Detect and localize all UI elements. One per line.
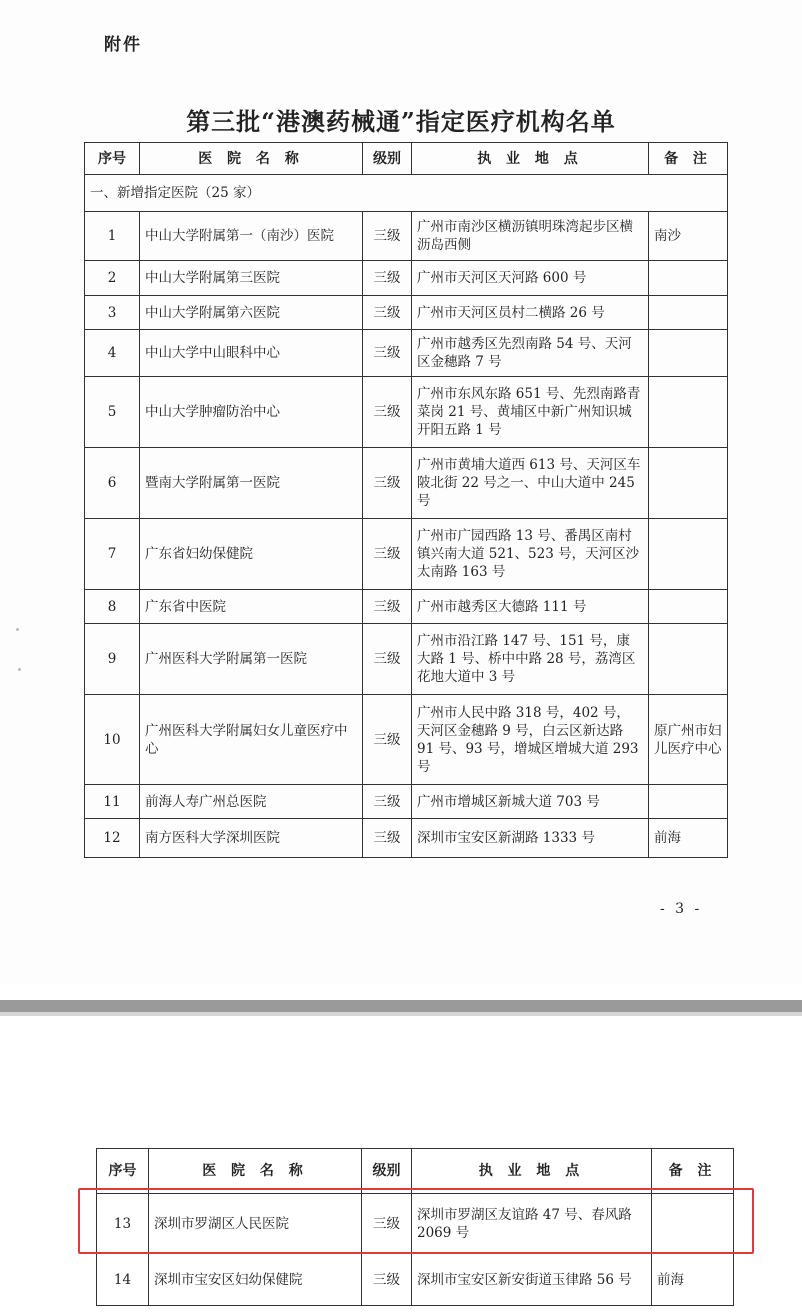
hospital-table-page-3 — [84, 142, 728, 858]
row-number: 4 — [85, 330, 140, 377]
hospital-grade: 三级 — [363, 330, 412, 377]
hospital-grade: 三级 — [363, 377, 412, 448]
hospital-name: 中山大学附属第三医院 — [140, 261, 363, 296]
table-row — [85, 377, 728, 448]
hospital-name: 南方医科大学深圳医院 — [140, 819, 363, 858]
hospital-address: 广州市黄埔大道西 613 号、天河区车陂北街 22 号之一、中山大道中 245 号 — [412, 448, 649, 519]
scan-speck — [16, 628, 19, 631]
table-row — [85, 819, 728, 858]
table-row — [85, 590, 728, 624]
hospital-name: 中山大学中山眼科中心 — [140, 330, 363, 377]
hospital-remark — [649, 519, 728, 590]
row-number: 9 — [85, 624, 140, 695]
hospital-address: 深圳市宝安区新安街道玉律路 56 号 — [412, 1254, 652, 1306]
header-index: 序号 — [85, 143, 140, 175]
scan-speck — [18, 668, 21, 671]
hospital-address: 广州市人民中路 318 号，402 号，天河区金穗路 9 号，白云区新达路 91 号、93 号，增城区增城大道 293 号 — [412, 695, 649, 785]
table-row — [85, 296, 728, 330]
hospital-grade: 三级 — [363, 212, 412, 261]
hospital-name: 深圳市罗湖区人民医院 — [149, 1194, 362, 1254]
hospital-address: 广州市天河区天河路 600 号 — [412, 261, 649, 296]
row-number: 2 — [85, 261, 140, 296]
row-number: 7 — [85, 519, 140, 590]
hospital-grade: 三级 — [363, 590, 412, 624]
hospital-name: 广东省中医院 — [140, 590, 363, 624]
hospital-name: 广州医科大学附属妇女儿童医疗中心 — [140, 695, 363, 785]
hospital-grade: 三级 — [363, 624, 412, 695]
header-remarks: 备 注 — [652, 1149, 734, 1194]
hospital-remark — [649, 330, 728, 377]
table-row — [85, 330, 728, 377]
page-divider-shadow — [0, 1012, 802, 1016]
header-hospital-name: 医 院 名 称 — [140, 143, 363, 175]
hospital-address: 深圳市罗湖区友谊路 47 号、春风路 2069 号 — [412, 1194, 652, 1254]
hospital-grade: 三级 — [363, 261, 412, 296]
page-number: - 3 - — [660, 901, 703, 917]
table-row — [97, 1254, 734, 1306]
hospital-address: 广州市东风东路 651 号、先烈南路青菜岗 21 号、黄埔区中新广州知识城开阳五路 1 号 — [412, 377, 649, 448]
header-grade: 级别 — [362, 1149, 412, 1194]
hospital-remark — [649, 296, 728, 330]
hospital-address: 广州市天河区员村二横路 26 号 — [412, 296, 649, 330]
hospital-grade: 三级 — [363, 519, 412, 590]
hospital-remark — [649, 624, 728, 695]
table-row — [85, 212, 728, 261]
hospital-grade: 三级 — [363, 448, 412, 519]
table-row — [85, 519, 728, 590]
page-divider — [0, 1000, 802, 1012]
table-row — [85, 695, 728, 785]
row-number: 6 — [85, 448, 140, 519]
hospital-grade: 三级 — [363, 296, 412, 330]
hospital-remark — [649, 377, 728, 448]
red-highlight-box — [78, 1188, 754, 1254]
row-number: 5 — [85, 377, 140, 448]
hospital-address: 广州市广园西路 13 号、番禺区南村镇兴南大道 521、523 号，天河区沙太南路 163 号 — [412, 519, 649, 590]
table-header-row — [85, 143, 728, 175]
hospital-remark — [649, 590, 728, 624]
hospital-remark: 前海 — [652, 1254, 734, 1306]
hospital-remark: 前海 — [649, 819, 728, 858]
row-number: 12 — [85, 819, 140, 858]
hospital-address: 广州市越秀区先烈南路 54 号、天河区金穗路 7 号 — [412, 330, 649, 377]
header-hospital-name: 医 院 名 称 — [149, 1149, 362, 1194]
header-remarks: 备 注 — [649, 143, 728, 175]
hospital-remark — [649, 785, 728, 819]
header-index: 序号 — [97, 1149, 149, 1194]
table-row — [85, 624, 728, 695]
table-row — [85, 448, 728, 519]
hospital-grade: 三级 — [362, 1254, 412, 1306]
row-number: 8 — [85, 590, 140, 624]
row-number: 10 — [85, 695, 140, 785]
table-header-row — [97, 1149, 734, 1194]
row-number: 13 — [97, 1194, 149, 1254]
header-address: 执 业 地 点 — [412, 143, 649, 175]
document-title: 第三批“港澳药械通”指定医疗机构名单 — [186, 107, 616, 136]
hospital-remark: 南沙 — [649, 212, 728, 261]
hospital-address: 广州市越秀区大德路 111 号 — [412, 590, 649, 624]
row-number: 1 — [85, 212, 140, 261]
row-number: 11 — [85, 785, 140, 819]
header-grade: 级别 — [363, 143, 412, 175]
header-address: 执 业 地 点 — [412, 1149, 652, 1194]
table-row — [85, 785, 728, 819]
hospital-name: 暨南大学附属第一医院 — [140, 448, 363, 519]
hospital-remark — [649, 261, 728, 296]
hospital-remark — [649, 448, 728, 519]
section-heading-row — [85, 175, 728, 212]
hospital-name: 中山大学肿瘤防治中心 — [140, 377, 363, 448]
hospital-address: 深圳市宝安区新湖路 1333 号 — [412, 819, 649, 858]
hospital-name: 深圳市宝安区妇幼保健院 — [149, 1254, 362, 1306]
hospital-address: 广州市增城区新城大道 703 号 — [412, 785, 649, 819]
hospital-name: 前海人寿广州总医院 — [140, 785, 363, 819]
hospital-grade: 三级 — [363, 695, 412, 785]
section-heading: 一、新增指定医院（25 家） — [85, 175, 728, 212]
table-row — [85, 261, 728, 296]
hospital-address: 广州市沿江路 147 号、151 号，康大路 1 号、桥中中路 28 号，荔湾区花地大道中 3 号 — [412, 624, 649, 695]
hospital-remark: 原广州市妇儿医疗中心 — [649, 695, 728, 785]
hospital-name: 广州医科大学附属第一医院 — [140, 624, 363, 695]
hospital-grade: 三级 — [363, 785, 412, 819]
row-number: 3 — [85, 296, 140, 330]
hospital-name: 广东省妇幼保健院 — [140, 519, 363, 590]
row-number: 14 — [97, 1254, 149, 1306]
hospital-grade: 三级 — [362, 1194, 412, 1254]
hospital-name: 中山大学附属第六医院 — [140, 296, 363, 330]
hospital-address: 广州市南沙区横沥镇明珠湾起步区横沥岛西侧 — [412, 212, 649, 261]
attachment-label: 附件 — [104, 35, 142, 55]
hospital-grade: 三级 — [363, 819, 412, 858]
hospital-name: 中山大学附属第一（南沙）医院 — [140, 212, 363, 261]
